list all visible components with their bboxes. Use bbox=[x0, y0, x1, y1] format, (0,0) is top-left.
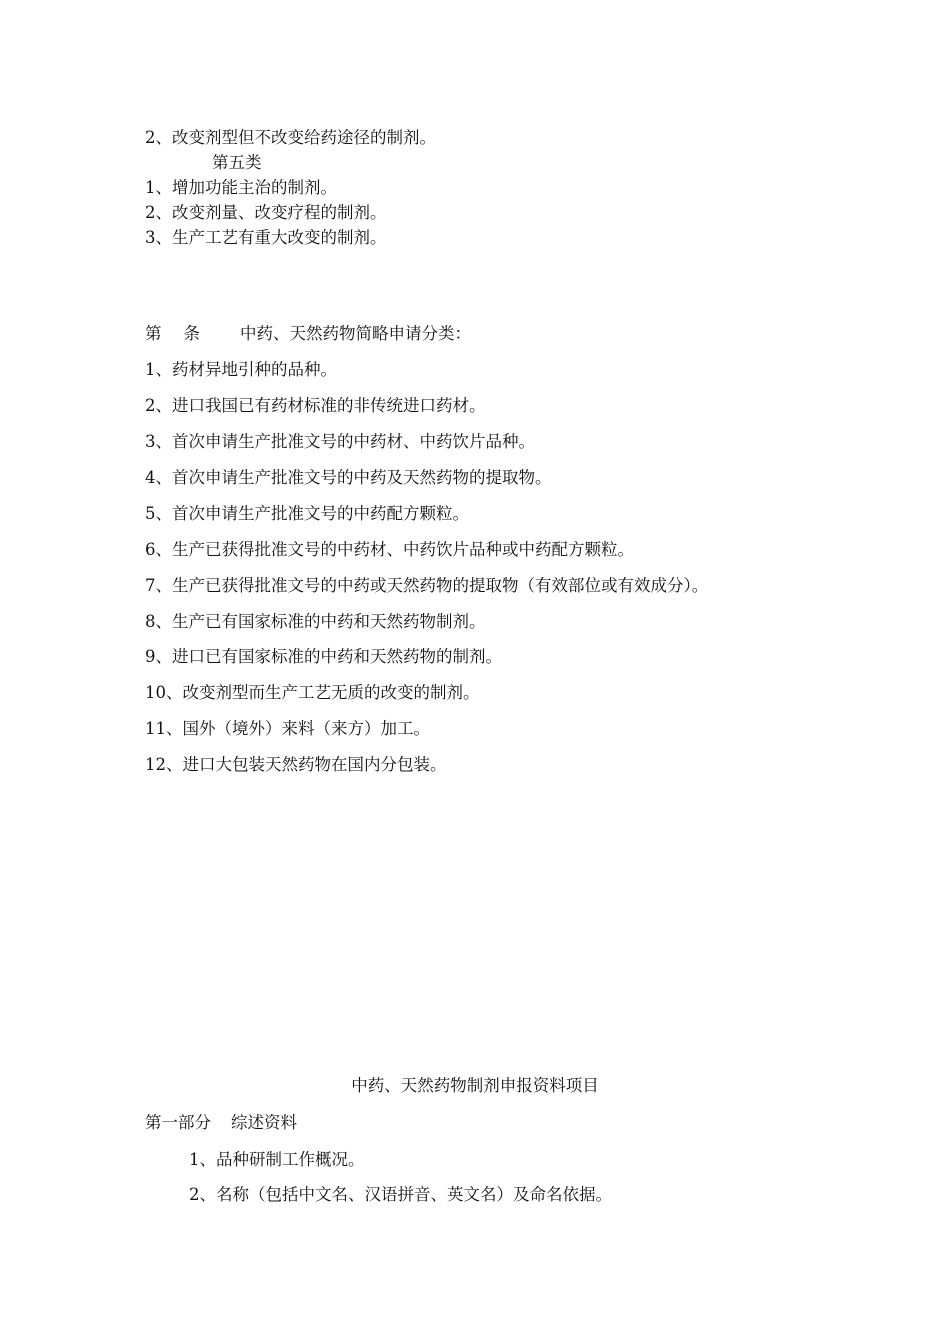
list-item: 6、生产已获得批准文号的中药材、中药饮片品种或中药配方颗粒。 bbox=[145, 540, 634, 559]
list-item: 3、首次申请生产批准文号的中药材、中药饮片品种。 bbox=[145, 432, 535, 451]
list-item: 9、进口已有国家标准的中药和天然药物的制剂。 bbox=[145, 647, 502, 666]
list-item: 1、增加功能主治的制剂。 bbox=[145, 178, 337, 197]
article-heading bbox=[145, 323, 471, 345]
article-label-a: 第 bbox=[145, 324, 162, 343]
article-label-b: 条 bbox=[183, 324, 200, 343]
part-heading bbox=[145, 1112, 297, 1134]
list-item: 1、药材异地引种的品种。 bbox=[145, 360, 337, 379]
part-label: 第一部分 bbox=[145, 1113, 211, 1132]
list-item: 2、进口我国已有药材标准的非传统进口药材。 bbox=[145, 396, 486, 415]
list-item: 8、生产已有国家标准的中药和天然药物制剂。 bbox=[145, 612, 486, 631]
list-item: 5、首次申请生产批准文号的中药配方颗粒。 bbox=[145, 504, 469, 523]
list-item: 7、生产已获得批准文号的中药或天然药物的提取物（有效部位或有效成分）。 bbox=[145, 576, 709, 595]
list-item: 10、改变剂型而生产工艺无质的改变的制剂。 bbox=[145, 683, 480, 702]
list-item: 2、改变剂量、改变疗程的制剂。 bbox=[145, 203, 387, 222]
text-line: 2、改变剂型但不改变给药途径的制剂。 bbox=[145, 128, 436, 147]
list-item: 11、国外（境外）来料（来方）加工。 bbox=[145, 719, 430, 738]
list-item: 4、首次申请生产批准文号的中药及天然药物的提取物。 bbox=[145, 468, 552, 487]
list-item: 1、品种研制工作概况。 bbox=[189, 1150, 365, 1169]
part-title: 综述资料 bbox=[231, 1113, 297, 1132]
subheading-category-5: 第五类 bbox=[212, 153, 262, 172]
list-item: 12、进口大包装天然药物在国内分包装。 bbox=[145, 755, 447, 774]
list-item: 3、生产工艺有重大改变的制剂。 bbox=[145, 228, 387, 247]
article-title: 中药、天然药物简略申请分类： bbox=[240, 324, 471, 343]
materials-title: 中药、天然药物制剂申报资料项目 bbox=[351, 1076, 599, 1095]
list-item: 2、名称（包括中文名、汉语拼音、英文名）及命名依据。 bbox=[189, 1185, 612, 1204]
